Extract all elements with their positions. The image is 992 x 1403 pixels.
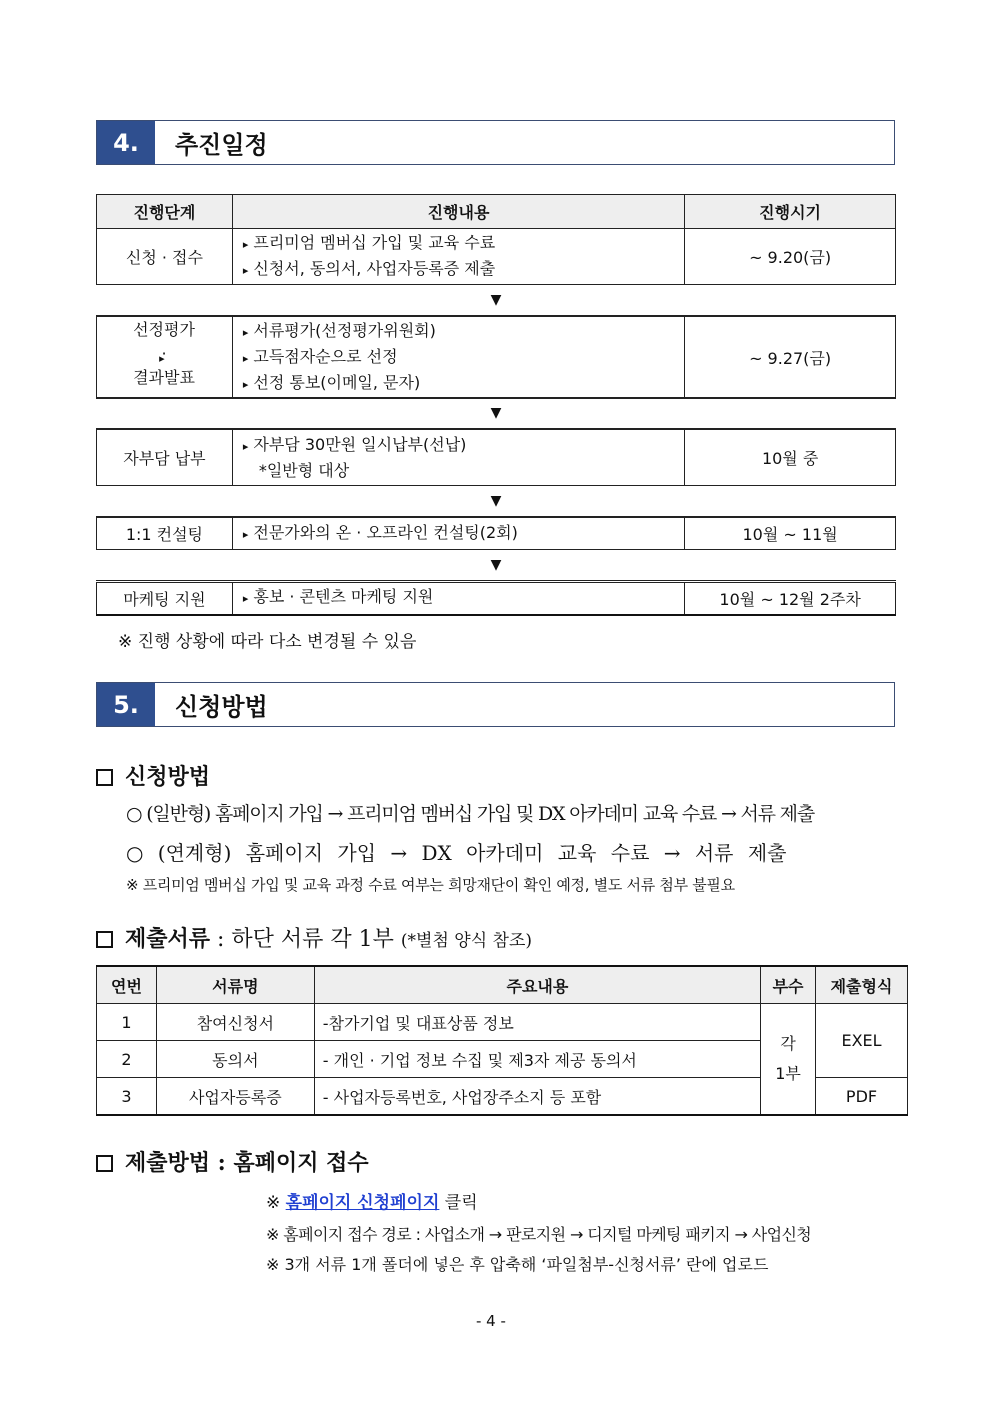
page-number: - 4 -: [476, 1312, 506, 1330]
apply-page-link[interactable]: 홈페이지 신청페이지: [285, 1193, 440, 1213]
doc-format: EXEL: [816, 1004, 908, 1078]
stage-line: 선정평가: [133, 320, 195, 339]
submit-path: ※ 홈페이지 접수 경로 : 사업소개 → 판로지원 → 디지털 마케팅 패키지 → 사업신청: [266, 1225, 812, 1244]
step-arrow: ▼: [96, 284, 896, 316]
content-note: *일반형 대상: [258, 460, 350, 480]
section-number: 5.: [97, 683, 155, 726]
checkbox-icon: [96, 931, 113, 948]
doc-content: - 사업자등록번호, 사업장주소지 등 포함: [314, 1078, 760, 1116]
doc-content: - 개인 · 기업 정보 수집 및 제3자 제공 동의서: [314, 1041, 760, 1078]
content-item: ▸ 프리미엄 멤버십 가입 및 교육 수료: [243, 231, 674, 257]
stage-line: ·: [161, 344, 167, 363]
content-cell: [232, 518, 684, 550]
step-arrow: ▼: [96, 549, 896, 581]
doc-no: 1: [97, 1004, 157, 1041]
period-cell: 10월 중: [685, 430, 896, 486]
content-cell: [232, 583, 684, 615]
doc-content: -참가기업 및 대표상품 정보: [314, 1004, 760, 1041]
column-header: 진행시기: [685, 195, 896, 229]
column-header: 진행단계: [97, 195, 233, 229]
apply-note: ※ 프리미엄 멤버십 가입 및 교육 과정 수료 여부는 희망재단이 확인 예정, 별도 서류 첨부 불필요: [126, 876, 735, 894]
table-row: [97, 1004, 908, 1041]
docs-heading-note: (*별첨 양식 참조): [400, 931, 533, 951]
column-header: 서류명: [156, 966, 314, 1004]
period-cell: ~ 9.20(금): [685, 229, 896, 285]
submit-link-line: [266, 1188, 478, 1213]
note-mark: ※: [266, 1193, 281, 1213]
section-number: 4.: [97, 121, 155, 164]
section-title: 추진일정: [175, 131, 268, 159]
schedule-header-table: [96, 194, 896, 285]
stage-cell: 1:1 컨설팅: [97, 518, 233, 550]
checkbox-icon: [96, 769, 113, 786]
column-header: 부수: [761, 966, 816, 1004]
docs-heading: [96, 922, 532, 953]
column-header: 주요내용: [314, 966, 760, 1004]
apply-heading: [96, 760, 210, 791]
column-header: 연번: [97, 966, 157, 1004]
column-header: 제출형식: [816, 966, 908, 1004]
link-suffix: 클릭: [444, 1193, 478, 1213]
section-5-header: [96, 682, 895, 727]
content-item: ▸ 전문가와의 온 · 오프라인 컨설팅(2회): [243, 521, 674, 547]
step-arrow: ▼: [96, 485, 896, 517]
content-cell: [232, 430, 684, 486]
apply-item: ○ (일반형) 홈페이지 가입 → 프리미엄 멤버십 가입 및 DX 아카데미 교육 수료 → 서류 제출: [126, 803, 814, 825]
doc-no: 3: [97, 1078, 157, 1116]
content-item: ▸ 신청서, 동의서, 사업자등록증 제출: [243, 257, 674, 283]
content-item: ▸ 서류평가(선정평가위원회): [243, 319, 674, 345]
stage-line: 결과발표: [133, 368, 195, 387]
schedule-footnote: ※ 진행 상황에 따라 다소 변경될 수 있음: [118, 632, 417, 652]
submit-heading: [96, 1146, 369, 1177]
step-arrow: ▼: [96, 397, 896, 429]
stage-cell: 신청 · 접수: [97, 229, 233, 285]
stage-cell-text: [97, 318, 231, 390]
content-item: ▸ 홍보 · 콘텐츠 마케팅 지원: [243, 585, 674, 611]
content-item: ▸ 고득점자순으로 선정: [243, 345, 674, 371]
period-cell: 10월 ~ 11월: [685, 518, 896, 550]
apply-item: ○ (연계형) 홈페이지 가입 → DX 아카데미 교육 수료 → 서류 제출: [126, 841, 787, 865]
docs-heading-bold: 제출서류: [125, 926, 211, 952]
apply-heading-text: 신청방법: [125, 764, 211, 790]
submit-upload: ※ 3개 서류 1개 폴더에 넣은 후 압축해 ‘파일첨부-신청서류’ 란에 업로드: [266, 1255, 769, 1274]
docs-heading-rest: : 하단 서류 각 1부: [210, 927, 394, 952]
schedule-row-4: [96, 517, 896, 550]
stage-cell: 마케팅 지원: [97, 583, 233, 615]
doc-name: 동의서: [156, 1041, 314, 1078]
schedule-row-5: [96, 582, 896, 616]
content-item: ▸ 선정 통보(이메일, 문자): [243, 371, 674, 397]
stage-cell: 자부담 납부: [97, 430, 233, 486]
submit-heading-bold: 제출방법: [125, 1150, 211, 1176]
content-cell: [232, 229, 684, 285]
content-cell: [232, 317, 684, 399]
section-title: 신청방법: [175, 693, 268, 721]
period-cell: ~ 9.27(금): [685, 317, 896, 399]
content-item: ▸ 자부담 30만원 일시납부(선납): [243, 433, 674, 459]
doc-no: 2: [97, 1041, 157, 1078]
checkbox-icon: [96, 1155, 113, 1172]
doc-copies: 각 1부: [761, 1004, 816, 1116]
schedule-row-3: [96, 429, 896, 486]
column-header: 진행내용: [232, 195, 684, 229]
documents-table: [96, 965, 908, 1116]
doc-name: 사업자등록증: [156, 1078, 314, 1116]
period-cell: 10월 ~ 12월 2주차: [685, 583, 896, 615]
section-4-header: [96, 120, 895, 165]
doc-format: PDF: [816, 1078, 908, 1116]
doc-name: 참여신청서: [156, 1004, 314, 1041]
submit-heading-rest: : 홈페이지 접수: [210, 1150, 369, 1176]
